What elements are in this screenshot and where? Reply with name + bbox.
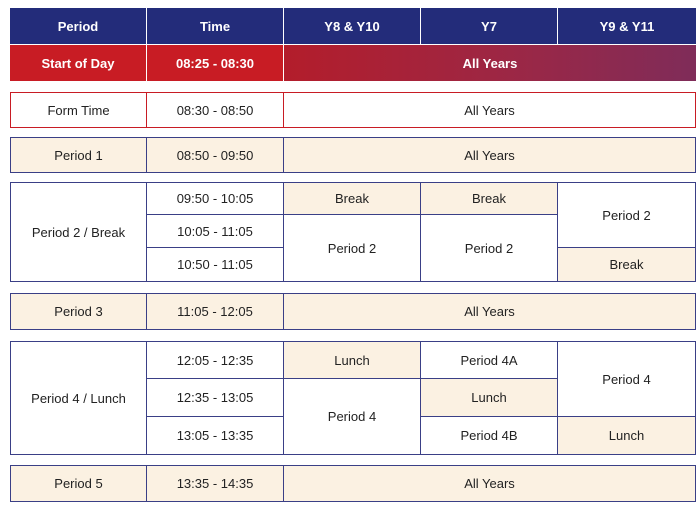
y9-period2-cell: Period 2 — [602, 207, 651, 223]
y7-lunch-cell: Lunch — [421, 379, 557, 416]
period1-time: 08:50 - 09:50 — [176, 147, 254, 163]
header-y7: Y7 — [421, 8, 557, 44]
start-of-day-time: 08:25 - 08:30 — [147, 45, 283, 81]
divider — [557, 247, 696, 248]
y9-lunch-cell: Lunch — [558, 417, 695, 454]
y8-period2-cell: Period 2 — [327, 240, 377, 256]
period2-time-1: 09:50 - 10:05 — [176, 191, 254, 206]
y8-lunch-cell: Lunch — [284, 342, 420, 378]
period4-time-2: 12:35 - 13:05 — [176, 390, 254, 405]
period5-label: Period 5 — [54, 476, 103, 491]
period1-label: Period 1 — [54, 147, 103, 163]
header-time: Time — [147, 8, 283, 44]
period3-time: 11:05 - 12:05 — [177, 304, 253, 319]
header-y8-y10: Y8 & Y10 — [284, 8, 420, 44]
start-of-day-label: Start of Day — [10, 45, 146, 81]
y7-period2-cell: Period 2 — [464, 240, 514, 256]
y7-period4a-cell: Period 4A — [460, 352, 518, 368]
y9-period4-cell: Period 4 — [602, 371, 651, 387]
y9-break-cell: Break — [558, 248, 695, 281]
period4-time-1: 12:05 - 12:35 — [176, 352, 254, 368]
form-time-label: Form Time — [47, 102, 110, 118]
form-time-all-years: All Years — [464, 102, 515, 118]
y8-period4-cell: Period 4 — [327, 409, 377, 424]
y7-period4b-cell: Period 4B — [460, 428, 518, 443]
period2-block-label: Period 2 / Break — [31, 224, 126, 240]
y7-break-cell: Break — [421, 183, 557, 214]
y8-break-cell: Break — [284, 183, 420, 214]
period5-all-years: All Years — [464, 476, 515, 491]
period3-label: Period 3 — [54, 304, 103, 319]
period1-all-years: All Years — [464, 147, 515, 163]
form-time-time: 08:30 - 08:50 — [176, 102, 254, 118]
start-of-day-all-years: All Years — [284, 45, 696, 81]
header-y9-y11: Y9 & Y11 — [558, 8, 696, 44]
period4-time-3: 13:05 - 13:35 — [176, 428, 254, 443]
period3-all-years: All Years — [464, 304, 515, 319]
header-period: Period — [10, 8, 146, 44]
period2-time-3: 10:50 - 11:05 — [177, 257, 253, 272]
period5-time: 13:35 - 14:35 — [176, 476, 254, 491]
period2-time-2: 10:05 - 11:05 — [177, 223, 253, 239]
period4-block-label: Period 4 / Lunch — [31, 390, 126, 406]
